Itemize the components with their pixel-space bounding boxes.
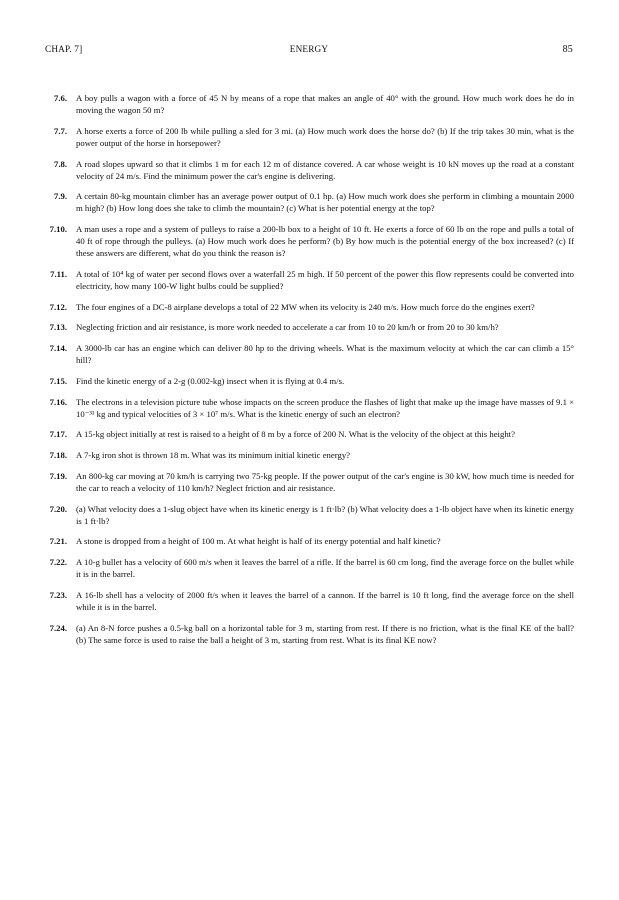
problem-number: 7.17.: [49, 429, 67, 440]
problem-text: A total of 10⁴ kg of water per second flows over a waterfall 25 m high. If 50 percent of the power this flow represents could be converted into electricity, how many 100-W light bulbs could be supplied?: [76, 269, 574, 292]
problem-text: A 3000-lb car has an engine which can deliver 80 hp to the driving wheels. What is the maximum velocity at which the car can climb a 15° hill?: [76, 343, 574, 366]
problem-number: 7.14.: [49, 343, 67, 354]
problem-text: (a) What velocity does a 1-slug object have when its kinetic energy is 1 ft·lb? (b) What velocity does a 1-lb object have when its kinetic energy is 1 ft·lb?: [76, 503, 574, 526]
problem-text: A horse exerts a force of 200 lb while pulling a sled for 3 mi. (a) How much work does the horse do? (b) If the trip takes 30 min, what is the power output of the horse in horsepower?: [76, 125, 574, 148]
problem-number: 7.12.: [49, 301, 67, 312]
problem-item: [40, 92, 574, 116]
problem-item: [40, 375, 574, 387]
problem-list: [40, 92, 574, 654]
problem-item: [40, 396, 574, 420]
chapter-label: CHAP. 7]: [45, 44, 83, 54]
problem-item: [40, 449, 574, 461]
problem-number: 7.23.: [49, 589, 67, 600]
problem-number: 7.6.: [53, 93, 67, 103]
problem-text: A man uses a rope and a system of pulleys to raise a 200-lb box to a height of 10 ft. He exerts a force of 60 lb on the rope and pulls a total of 40 ft of rope through the pulleys. (a) How much work does he perform? (b) By how much is the potential energy of the box increased? (c) If these answers are different, what do you think the reason is?: [76, 224, 574, 259]
problem-item: [40, 503, 574, 527]
problem-text: A road slopes upward so that it climbs 1 m for each 12 m of distance covered. A car whose weight is 10 kN moves up the road at a constant velocity of 24 m/s. Find the minimum power the car's engine is delivering.: [76, 158, 574, 181]
page-header: [45, 44, 573, 58]
problem-item: [40, 470, 574, 494]
problem-number: 7.9.: [53, 191, 67, 202]
problem-item: [40, 321, 574, 333]
problem-item: [40, 342, 574, 366]
problem-text: A 15-kg object initially at rest is raised to a height of 8 m by a force of 200 N. What is the velocity of the object at this height?: [76, 429, 515, 440]
problem-item: [40, 535, 574, 547]
problem-text: A 16-lb shell has a velocity of 2000 ft/s when it leaves the barrel of a cannon. If the barrel is 10 ft long, find the average force on the shell while it is in the barrel.: [76, 589, 574, 612]
problem-number: 7.10.: [49, 224, 67, 235]
problem-number: 7.7.: [53, 125, 67, 136]
problem-text: A 10-g bullet has a velocity of 600 m/s when it leaves the barrel of a rifle. If the barrel is 60 cm long, find the average force on the bullet while it is in the barrel.: [76, 557, 574, 580]
problem-item: [40, 190, 574, 214]
problem-number: 7.20.: [49, 503, 67, 514]
problem-item: [40, 223, 574, 259]
problem-number: 7.18.: [49, 450, 67, 461]
problem-number: 7.15.: [49, 375, 67, 386]
problem-text: The four engines of a DC-8 airplane develops a total of 22 MW when its velocity is 240 m/s. How much force do the engines exert?: [76, 301, 535, 312]
problem-item: [40, 428, 574, 440]
problem-text: A boy pulls a wagon with a force of 45 N by means of a rope that makes an angle of 40° with the ground. How much work does he do in moving the wagon 50 m?: [76, 93, 574, 116]
problem-number: 7.13.: [49, 322, 67, 333]
problem-item: [40, 556, 574, 580]
problem-item: [40, 622, 574, 646]
problem-text: (a) An 8-N force pushes a 0.5-kg ball on a horizontal table for 3 m, starting from rest. If there is no friction, what is the final KE of the ball? (b) The same force is used to raise the ball a height of 3 m, starting from rest. What is its final KE now?: [76, 622, 574, 645]
problem-text: Find the kinetic energy of a 2-g (0.002-kg) insect when it is flying at 0.4 m/s.: [76, 375, 345, 386]
problem-number: 7.22.: [49, 557, 67, 568]
problem-number: 7.19.: [49, 470, 67, 481]
problem-number: 7.8.: [53, 158, 67, 169]
problem-text: A 7-kg iron shot is thrown 18 m. What was its minimum initial kinetic energy?: [76, 450, 351, 461]
problem-number: 7.24.: [49, 622, 67, 633]
problem-item: [40, 589, 574, 613]
problem-number: 7.16.: [49, 396, 67, 407]
problem-number: 7.21.: [49, 536, 67, 547]
problem-item: [40, 301, 574, 313]
problem-text: A stone is dropped from a height of 100 m. At what height is half of its energy potential and half kinetic?: [76, 536, 441, 547]
page-number: 85: [562, 44, 573, 55]
problem-text: The electrons in a television picture tube whose impacts on the screen produce the flashes of light that make up the image have masses of 9.1 × 10⁻³¹ kg and typical velocities of 3 × 10⁷ m/s. What is the kinetic energy of such an electron?: [76, 396, 574, 419]
problem-text: An 800-kg car moving at 70 km/h is carrying two 75-kg people. If the power output of the car's engine is 30 kW, how much time is needed for the car to reach a velocity of 110 km/h? Neglect friction and air resistance.: [76, 470, 574, 493]
problem-number: 7.11.: [50, 269, 67, 279]
problem-text: Neglecting friction and air resistance, is more work needed to accelerate a car from 10 to 20 km/h or from 20 to 30 km/h?: [76, 322, 499, 333]
running-title: ENERGY: [289, 44, 329, 54]
problem-item: [40, 268, 574, 292]
problem-item: [40, 125, 574, 149]
problem-text: A certain 80-kg mountain climber has an average power output of 0.1 hp. (a) How much work does she perform in climbing a mountain 2000 m high? (b) How long does she take to climb the mountain? (c) What is her potential energy at the top?: [76, 191, 574, 214]
problem-item: [40, 158, 574, 182]
